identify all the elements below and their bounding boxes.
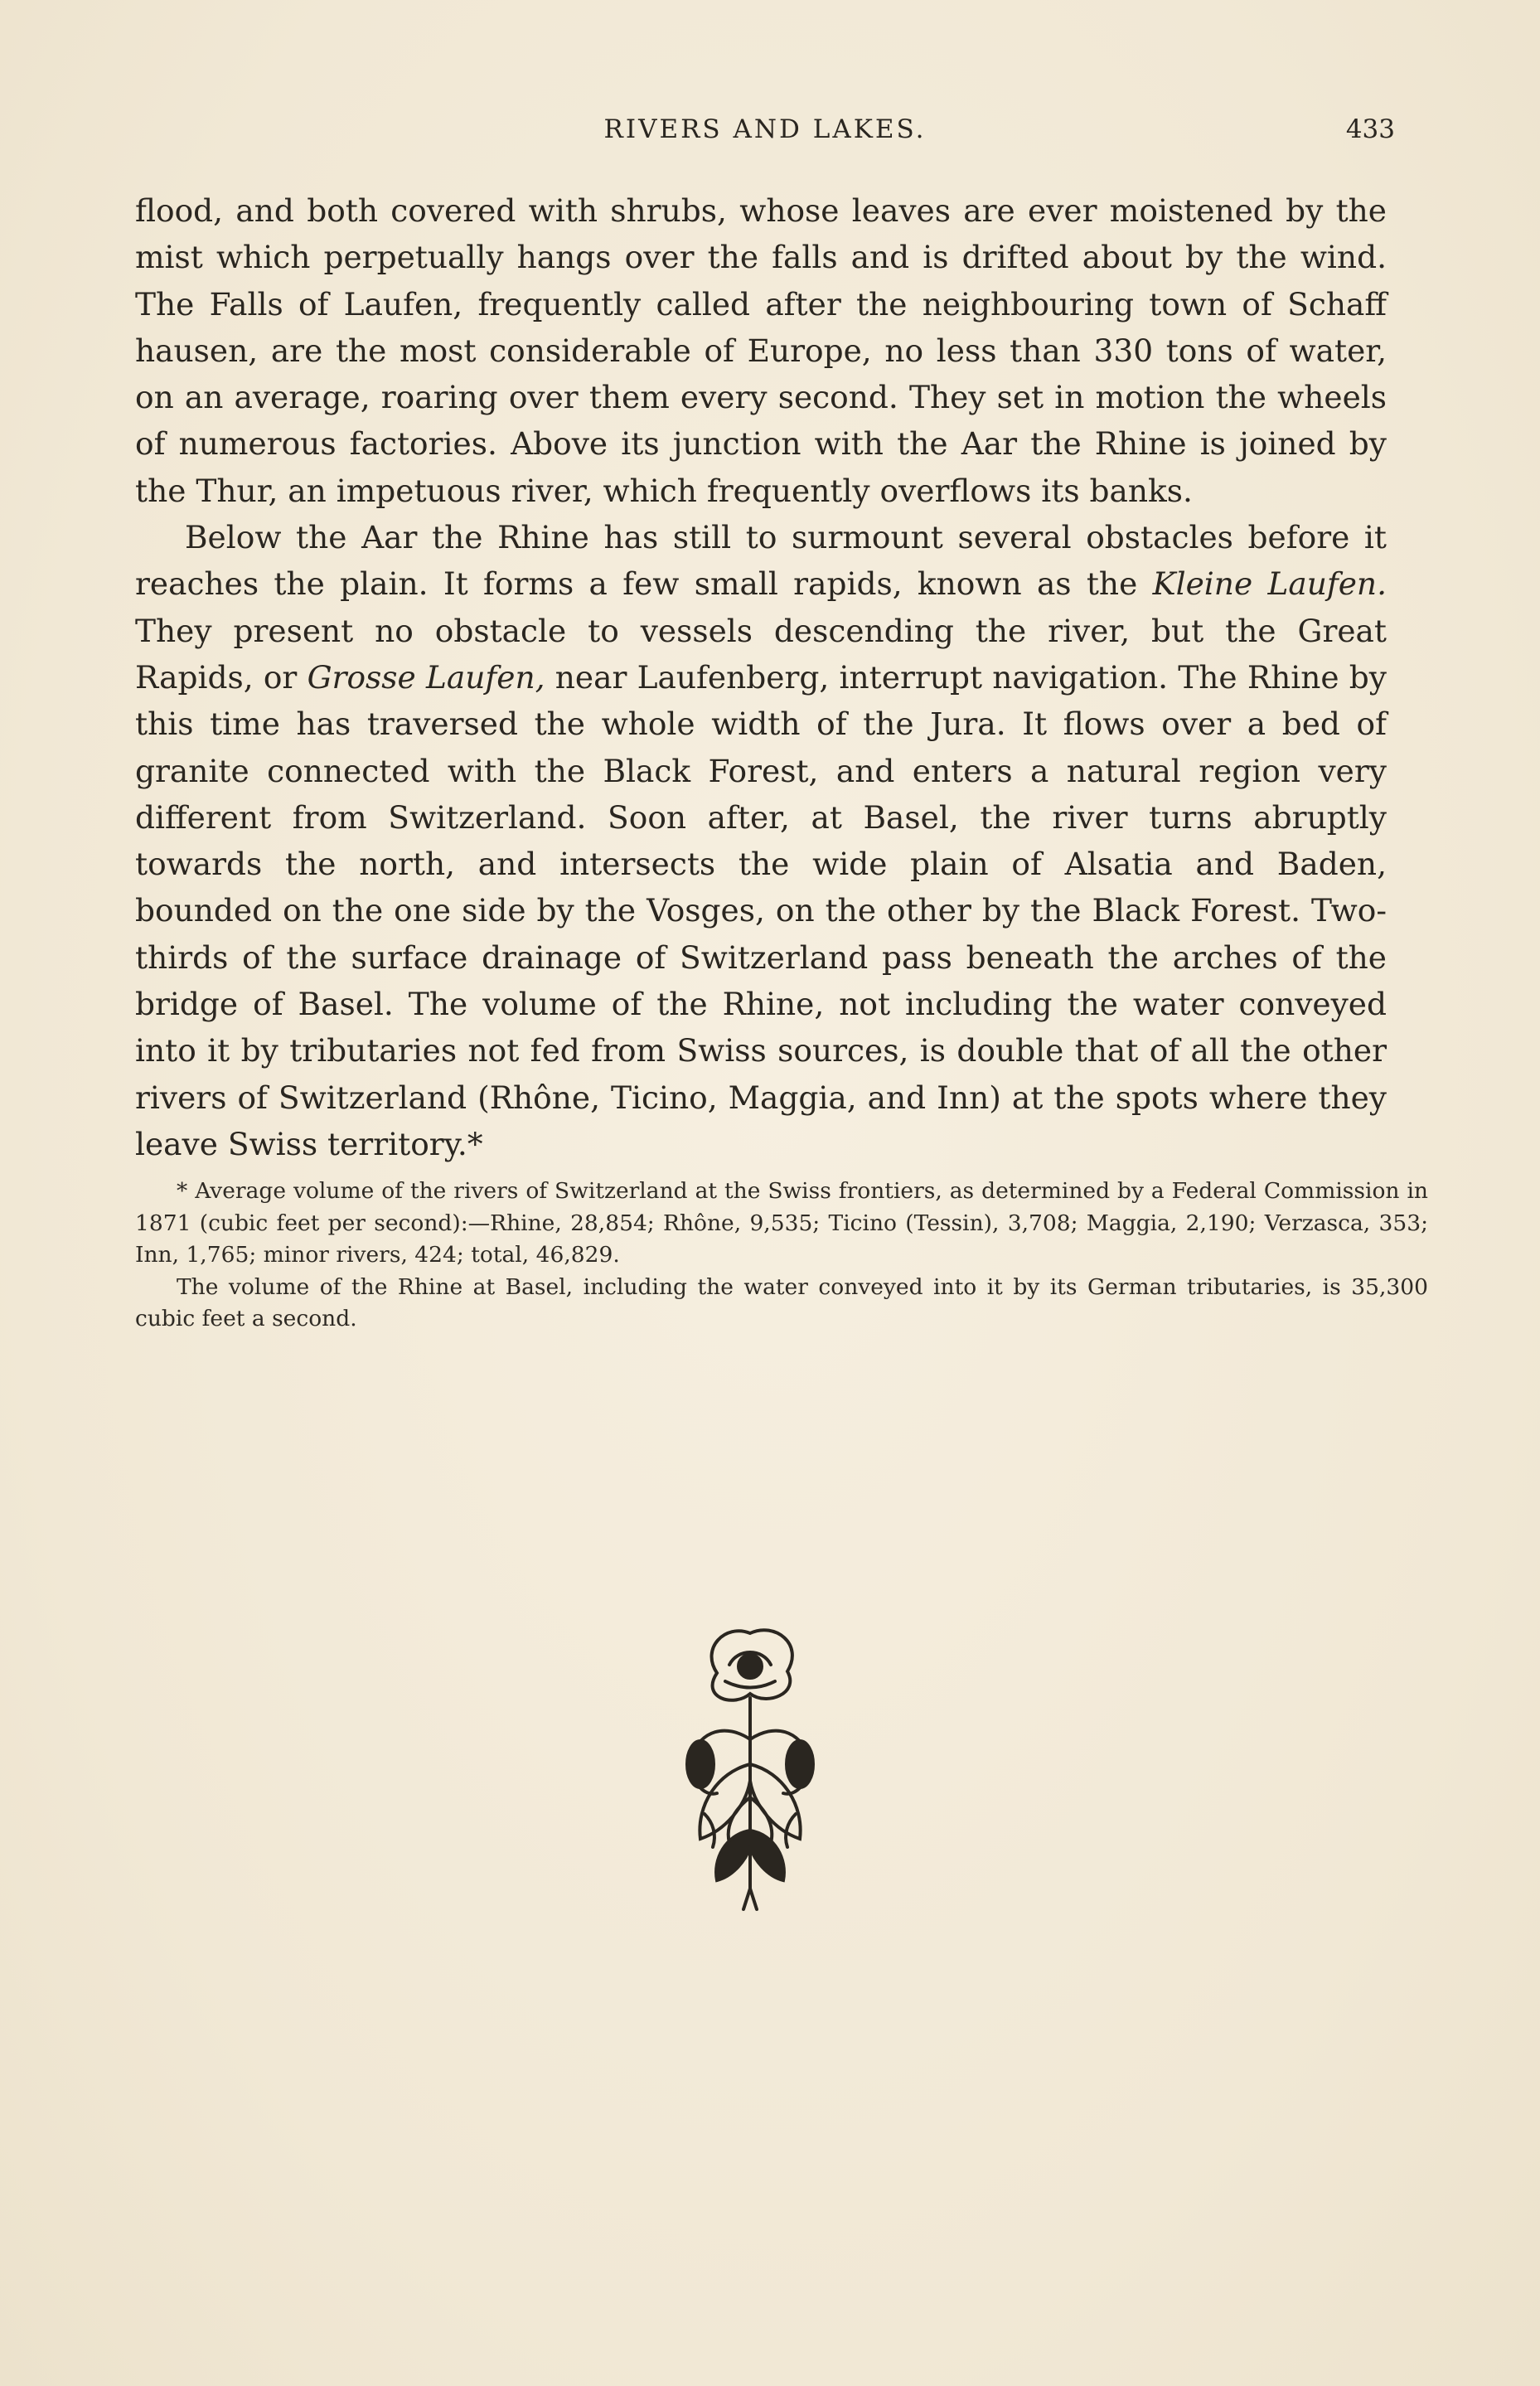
paragraph-2-part-a: Below the Aar the Rhine has still to surmount several obstacles before it reaches the plain. It forms a few small rapids, known as the bbox=[135, 519, 1387, 603]
paragraph-2-part-b: They present no obstacle to vessels descending the river, but the Great Rapids, or bbox=[135, 612, 1387, 696]
footnote-2: The volume of the Rhine at Basel, including the water conveyed into it by its German tributaries, is 35,300 cubic feet a second. bbox=[135, 1273, 1428, 1331]
paragraph-2 bbox=[135, 514, 1387, 1167]
paragraph-2-part-c: near Laufenberg, interrupt navigation. The Rhine by this time has traversed the whole width of the Jura. It flows over a bed of granite connected with the Black Forest, and enters a natural region very different from Switzerland. Soon after, at Basel, the river turns abruptly towards the north, and intersects the wide plain of Alsatia and Baden, bounded on the one side by the Vosges, on the other by the Black Forest. Two-thirds of the surface drainage of Switzerland pass beneath the arches of the bridge of Basel. The volume of the Rhine, not including the water conveyed into it by tributaries not fed from Swiss sources, is double that of all the other rivers of Switzerland (Rhône, Ticino, Maggia, and Inn) at the spots where they leave Swiss territory.* bbox=[135, 658, 1387, 1162]
footnotes bbox=[135, 1176, 1428, 1336]
grosse-laufen-italic: Grosse Laufen, bbox=[307, 658, 545, 696]
running-head-title: RIVERS AND LAKES. bbox=[603, 114, 927, 144]
page-number: 433 bbox=[1345, 114, 1395, 144]
footnote-1: * Average volume of the rivers of Switzerland at the Swiss frontiers, as determined by a Federal Commission in 1871 (cubic feet per second):—Rhine, 28,854; Rhône, 9,535; Ticino (Tessin), 3,708; Maggia, 2,190; Verzasca, 353; Inn, 1,765; minor rivers, 424; total, 46,829. bbox=[135, 1178, 1428, 1268]
running-head bbox=[135, 114, 1395, 151]
kleine-laufen-italic: Kleine Laufen. bbox=[1152, 565, 1387, 603]
paragraph-1: flood, and both covered with shrubs, whose leaves are ever moistened by the mist which perpetually hangs over the falls and is drifted about by the wind. The Falls of Laufen, frequently called after the neighbouring town of Schaff hausen, are the most considerable of Europe, no less than 330 tons of water, on an average, roaring over them every second. They set in motion the wheels of numerous factories. Above its junction with the Aar the Rhine is joined by the Thur, an impetuous river, which frequently overflows its banks. bbox=[135, 192, 1387, 509]
body-text bbox=[135, 187, 1387, 1167]
floral-tailpiece-icon bbox=[667, 1615, 833, 1913]
